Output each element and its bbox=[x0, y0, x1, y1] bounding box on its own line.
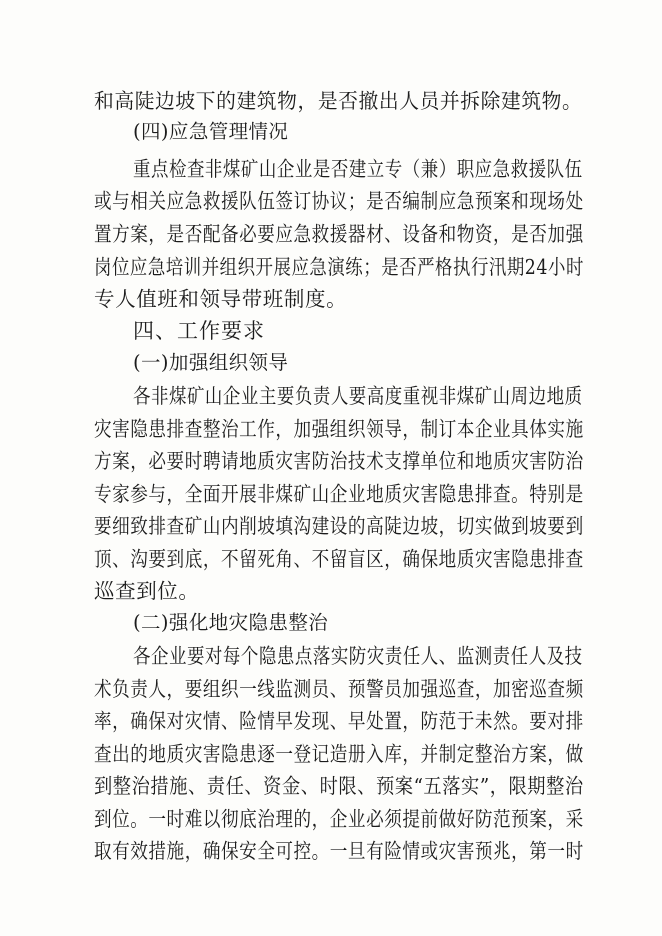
body-line: 和高陡边坡下的建筑物，是否撤出人员并拆除建筑物。 bbox=[94, 89, 583, 113]
body-line: 术负责人，要组织一线监测员、预警员加强巡查，加密巡查频 bbox=[94, 677, 584, 701]
body-line: 各企业要对每个隐患点落实防灾责任人、监测责任人及技 bbox=[133, 644, 583, 668]
body-line: 置方案，是否配备必要应急救援器材、设备和物资，是否加强 bbox=[94, 222, 584, 246]
body-line: 巡查到位。 bbox=[94, 579, 200, 603]
body-line: 要细致排查矿山内削坡填沟建设的高陡边坡，切实做到坡要到 bbox=[94, 514, 584, 538]
body-line: 到位。一时难以彻底治理的，企业必须提前做好防范预案，采 bbox=[94, 807, 584, 831]
section-heading-emergency-management: (四)应急管理情况 bbox=[133, 120, 289, 143]
body-line: 顶、沟要到底，不留死角、不留盲区，确保地质灾害隐患排查 bbox=[94, 547, 584, 571]
body-line: 率，确保对灾情、险情早发现、早处置，防范于未然。要对排 bbox=[94, 709, 584, 733]
body-line: 或与相关应急救援队伍签订协议；是否编制应急预案和现场处 bbox=[94, 189, 584, 213]
body-line: 专人值班和领导带班制度。 bbox=[94, 287, 348, 311]
body-line: 重点检查非煤矿山企业是否建立专（兼）职应急救援队伍 bbox=[133, 157, 583, 181]
body-line: 各非煤矿山企业主要负责人要高度重视非煤矿山周边地质 bbox=[133, 384, 583, 408]
body-line: 灾害隐患排查整治工作，加强组织领导，制订本企业具体实施 bbox=[94, 417, 584, 441]
subheading-hazard-remediation: (二)强化地灾隐患整治 bbox=[133, 611, 329, 634]
body-line: 岗位应急培训并组织开展应急演练；是否严格执行汛期24小时 bbox=[94, 255, 584, 279]
body-line: 取有效措施，确保安全可控。一旦有险情或灾害预兆，第一时 bbox=[94, 839, 584, 863]
body-line: 专家参与，全面开展非煤矿山企业地质灾害隐患排查。特别是 bbox=[94, 482, 584, 506]
subheading-strengthen-organization: (一)加强组织领导 bbox=[133, 351, 289, 374]
body-line: 方案，必要时聘请地质灾害防治技术支撑单位和地质灾害防治 bbox=[94, 449, 584, 473]
body-line: 到整治措施、责任、资金、时限、预案“五落实”，限期整治 bbox=[94, 774, 584, 798]
section-heading-work-requirements: 四、工作要求 bbox=[133, 319, 265, 343]
body-line: 查出的地质灾害隐患逐一登记造册入库，并制定整治方案，做 bbox=[94, 742, 584, 766]
